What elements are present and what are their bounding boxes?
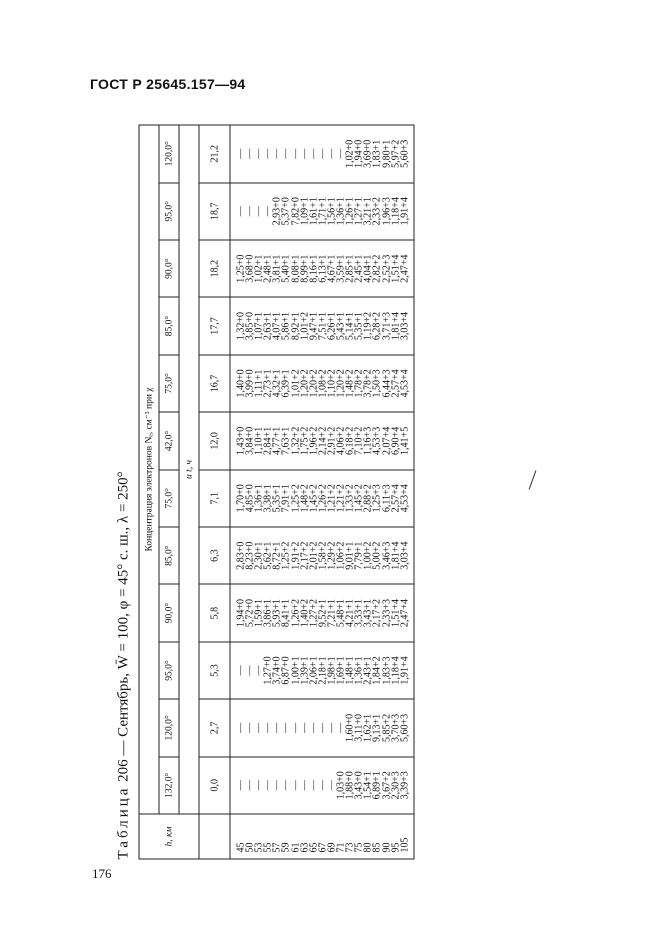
value-cell: —	[326, 722, 338, 733]
value-cell: 3,03+4	[399, 311, 411, 341]
value-cell: 3,69+0	[362, 139, 374, 168]
value-cell: 8,99+1	[299, 254, 311, 283]
value-cell: 1,51+4	[390, 254, 402, 283]
value-cell: 1,50+3	[371, 369, 383, 398]
value-column	[230, 642, 414, 699]
value-cell: 1,48+2	[344, 369, 356, 398]
value-cell: 2,52+3	[381, 254, 392, 283]
time-cell: 18,2	[199, 240, 230, 297]
value-cell: 4,85+0	[244, 484, 256, 513]
value-cell: 7,79+1	[353, 541, 365, 570]
height-value: 85	[371, 842, 383, 853]
height-value: 50	[244, 842, 256, 853]
value-cell: 8,92+1	[290, 311, 302, 341]
value-cell: 1,43+0	[235, 426, 247, 455]
value-cell: 2,47+4	[399, 254, 411, 283]
value-cell: 4,21+1	[344, 599, 356, 628]
chi-cell: 95,0°	[159, 642, 179, 699]
height-value: 75	[353, 842, 365, 853]
data-table	[139, 125, 415, 860]
time-cell: 7,1	[199, 470, 230, 527]
value-cell: 1,01+2	[290, 369, 302, 398]
value-cell: 5,00+2	[371, 541, 383, 570]
height-value: 80	[362, 842, 374, 853]
value-cell: 6,44+3	[381, 369, 392, 398]
value-cell: 2,33+2	[371, 197, 383, 226]
value-cell: —	[244, 206, 256, 217]
value-cell: 1,81+4	[390, 541, 402, 570]
value-cell: 4,07+1	[271, 311, 283, 341]
value-cell: —	[271, 780, 283, 791]
value-cell: 2,30+1	[253, 541, 265, 570]
value-cell: 5,93+1	[271, 599, 283, 628]
value-column	[230, 412, 414, 469]
value-cell: —	[244, 665, 256, 676]
value-cell: 1,39+1	[299, 656, 311, 685]
time-cell: 18,7	[199, 183, 230, 240]
value-cell: 2,48+1	[262, 254, 274, 283]
value-cell: —	[308, 780, 320, 791]
value-cell: —	[262, 722, 274, 733]
value-cell: 8,41+1	[280, 599, 292, 628]
value-cell: —	[280, 148, 292, 159]
value-cell: —	[280, 722, 292, 733]
value-cell: —	[235, 722, 247, 733]
time-cell: 21,2	[199, 125, 230, 183]
value-cell: —	[262, 148, 274, 159]
value-cell: 2,17+2	[299, 541, 311, 570]
height-value: 53	[253, 842, 265, 853]
value-cell: 1,00+1	[290, 656, 302, 685]
value-cell: 3,67+2	[381, 771, 392, 800]
value-cell: 1,25+3	[371, 484, 383, 513]
value-cell: 4,06+2	[335, 426, 347, 455]
value-cell: 1,25+0	[235, 254, 247, 283]
height-value: 71	[335, 842, 347, 853]
data-row	[230, 125, 414, 859]
value-cell: 1,20+2	[299, 369, 311, 398]
value-cell: —	[290, 148, 302, 159]
value-cell: 3,11+0	[353, 714, 365, 742]
value-cell: 9,52+1	[317, 599, 329, 628]
value-cell: 1,59+1	[253, 599, 265, 628]
value-cell: 1,33+2	[344, 484, 356, 513]
value-cell: 2,73+1	[262, 369, 274, 398]
value-cell: 3,74+0	[271, 656, 283, 685]
value-cell: 2,33+3	[381, 599, 392, 628]
time-cell: 0,0	[199, 757, 230, 814]
value-cell: —	[299, 722, 311, 733]
value-cell: —	[299, 780, 311, 791]
value-cell: 1,94+0	[235, 599, 247, 628]
value-cell: 5,85+2	[381, 713, 392, 742]
value-cell: 9,13+1	[371, 713, 383, 742]
value-cell: 1,48+1	[344, 656, 356, 685]
value-cell: 2,43+1	[362, 656, 374, 685]
value-cell: 1,27+0	[262, 656, 274, 685]
value-cell: —	[262, 780, 274, 791]
value-cell: 5,60+3	[399, 713, 411, 742]
value-cell: 3,33+1	[353, 599, 365, 628]
value-cell: 3,38+1	[262, 484, 274, 513]
value-cell: —	[335, 148, 347, 159]
value-cell: 3,43+1	[362, 599, 374, 628]
value-cell: 1,40+2	[299, 599, 311, 628]
table-caption	[111, 125, 137, 860]
value-cell: —	[235, 148, 247, 159]
value-cell: 6,26+1	[326, 311, 338, 341]
value-cell: 1,32+0	[235, 311, 247, 341]
value-cell: 1,21+2	[335, 484, 347, 513]
chi-cell: 90,0°	[159, 584, 179, 641]
value-cell: 1,51+4	[390, 599, 402, 628]
value-cell: 4,53+4	[399, 484, 411, 513]
value-cell: —	[253, 148, 265, 159]
value-cell: 1,25+2	[280, 541, 292, 570]
value-cell: 6,18+2	[344, 426, 356, 455]
value-column	[230, 183, 414, 240]
value-cell: 1,27+2	[308, 599, 320, 628]
value-cell: 3,46+3	[381, 541, 392, 570]
value-cell: 1,56+1	[326, 197, 338, 226]
time-cell: 17,7	[199, 297, 230, 354]
time-cell: 16,7	[199, 355, 230, 412]
value-cell: 8,16+1	[308, 254, 320, 283]
time-cell: 5,8	[199, 584, 230, 641]
value-cell: 1,36+1	[253, 484, 265, 513]
value-cell: 1,26+2	[290, 599, 302, 628]
rotated-table-block	[111, 125, 531, 860]
value-cell: —	[326, 148, 338, 159]
value-cell: —	[308, 722, 320, 733]
value-cell: —	[235, 206, 247, 217]
value-cell: 5,72+0	[244, 599, 256, 628]
value-cell: 2,06+1	[308, 656, 320, 685]
value-cell: 1,96+2	[308, 426, 320, 455]
value-cell: 3,21+1	[362, 197, 374, 226]
value-cell: 1,78+2	[353, 369, 365, 398]
value-cell: —	[299, 148, 311, 159]
value-cell: 1,19+2	[362, 311, 374, 341]
value-cell: 5,35+1	[271, 484, 283, 513]
time-cell: 6,3	[199, 527, 230, 584]
value-cell: 8,72+1	[271, 541, 283, 570]
value-cell: 1,83+3	[381, 656, 392, 685]
value-cell: 5,40+1	[280, 254, 292, 283]
value-cell: —	[253, 722, 265, 733]
value-cell: 6,90+4	[390, 426, 402, 455]
height-value: 90	[381, 842, 392, 853]
value-cell: 1,07+1	[253, 311, 265, 341]
value-cell: 3,78+2	[362, 369, 374, 398]
value-cell: 4,32+1	[271, 369, 283, 398]
value-cell: 1,40+0	[235, 369, 247, 398]
height-header: h, км	[139, 814, 199, 859]
value-cell: —	[317, 148, 329, 159]
height-value: 45	[235, 842, 247, 853]
caption-prefix: Таблица	[115, 785, 132, 860]
value-cell: 4,04+1	[362, 254, 374, 283]
value-cell: 7,91+1	[280, 484, 292, 513]
value-cell: 2,63+1	[262, 311, 274, 341]
value-cell: —	[262, 206, 274, 217]
height-value: 95	[390, 842, 402, 853]
value-cell: 2,57+4	[390, 484, 402, 513]
value-cell: —	[290, 780, 302, 791]
value-cell: 2,91+2	[326, 426, 338, 455]
value-cell: 2,18+1	[317, 656, 329, 685]
value-cell: —	[244, 148, 256, 159]
time-row	[199, 125, 230, 859]
value-column	[230, 699, 414, 756]
value-cell: —	[326, 780, 338, 791]
value-cell: 2,57+4	[390, 369, 402, 398]
value-column	[230, 527, 414, 584]
value-cell: 2,85+1	[344, 254, 356, 283]
value-cell: 1,45+2	[308, 484, 320, 513]
value-cell: 7,21+1	[326, 599, 338, 628]
height-value: 59	[280, 842, 292, 853]
value-cell: 1,54+1	[362, 771, 374, 800]
value-cell: 1,10+2	[326, 369, 338, 398]
value-cell: 2,07+4	[381, 426, 392, 455]
value-cell: 1,91+4	[399, 197, 411, 226]
height-column	[230, 814, 414, 859]
height-value: 69	[326, 842, 338, 853]
value-cell: 1,91+2	[290, 541, 302, 570]
time-cell: 5,3	[199, 642, 230, 699]
value-column	[230, 297, 414, 354]
height-value: 73	[344, 842, 356, 853]
value-cell: 1,60+0	[344, 713, 356, 742]
value-cell: 2,88+2	[362, 484, 374, 513]
value-cell: —	[244, 780, 256, 791]
value-cell: 5,86+1	[280, 311, 292, 341]
chi-cell: 42,0°	[159, 412, 179, 469]
value-cell: —	[253, 780, 265, 791]
value-cell: 1,21+2	[326, 484, 338, 513]
value-cell: 1,41+5	[399, 426, 411, 455]
value-cell: 1,83+1	[371, 139, 383, 168]
value-column	[230, 240, 414, 297]
value-cell: 3,71+3	[381, 311, 392, 341]
value-cell: 3,39+3	[399, 771, 411, 800]
chi-cell: 120,0°	[159, 699, 179, 756]
time-header: и t, ч	[179, 125, 199, 814]
time-cell: 2,7	[199, 699, 230, 756]
value-cell: 1,75+2	[299, 426, 311, 455]
value-cell: 1,09+1	[299, 197, 311, 226]
value-cell: 6,11+3	[381, 484, 392, 513]
chi-cell: 85,0°	[159, 527, 179, 584]
value-cell: 1,71+1	[317, 197, 329, 226]
value-column	[230, 757, 414, 814]
chi-cell: 75,0°	[159, 470, 179, 527]
value-cell: 2,01+2	[308, 541, 320, 570]
height-value: 63	[299, 842, 311, 853]
value-cell: —	[280, 780, 292, 791]
page-number: 176	[92, 866, 112, 881]
value-cell: 3,81+1	[271, 254, 283, 283]
value-cell: 5,48+1	[335, 599, 347, 628]
value-cell: 3,84+0	[244, 426, 256, 455]
height-value: 67	[317, 842, 329, 853]
value-cell: 1,36+1	[353, 656, 365, 685]
value-column	[230, 355, 414, 412]
value-cell: 4,53+3	[371, 426, 383, 455]
value-cell: 7,10+2	[353, 426, 365, 455]
value-cell: 6,39+1	[280, 369, 292, 398]
value-cell: 1,61+1	[308, 197, 320, 226]
value-cell: 1,20+2	[335, 369, 347, 398]
value-cell: 4,77+1	[271, 426, 283, 455]
value-cell: 4,53+4	[399, 369, 411, 398]
value-cell: 1,84+2	[371, 656, 383, 685]
value-cell: —	[235, 780, 247, 791]
value-cell: 1,20+2	[308, 369, 320, 398]
time-cell: 12,0	[199, 412, 230, 469]
chi-cell: 90,0°	[159, 240, 179, 297]
caption-text: 206 — Сентябрь, W̄ = 100, φ = 45° с. ш., λ = 250°	[115, 471, 132, 782]
value-cell: 3,99+0	[244, 369, 256, 398]
value-cell: 9,47+1	[308, 311, 320, 341]
value-cell: —	[271, 722, 283, 733]
value-cell: 7,82+0	[290, 197, 302, 226]
value-cell: 1,94+0	[353, 139, 365, 168]
value-cell: 2,84+1	[262, 426, 274, 455]
value-cell: 2,93+0	[271, 197, 283, 226]
value-cell: 1,16+3	[362, 426, 374, 455]
height-value: 105	[399, 837, 411, 853]
value-cell: 1,98+1	[326, 656, 338, 685]
value-cell: 1,10+1	[253, 426, 265, 455]
value-cell: 8,23+0	[244, 541, 256, 570]
value-column	[230, 470, 414, 527]
value-cell: 3,86+1	[262, 599, 274, 628]
value-cell: 1,02+1	[253, 254, 265, 283]
value-cell: 2,82+2	[371, 254, 383, 283]
value-cell: —	[290, 722, 302, 733]
value-cell: 3,43+0	[353, 771, 365, 800]
value-cell: 3,85+0	[244, 311, 256, 341]
height-value: 57	[271, 842, 283, 853]
value-cell: 1,91+4	[399, 656, 411, 685]
chi-cell: 132,0°	[159, 757, 179, 814]
value-cell: 1,58+2	[317, 541, 329, 570]
value-cell: 1,18+4	[390, 197, 402, 226]
concentration-header: Концентрация электронов Nₑ, см⁻³ при χ	[139, 125, 159, 814]
value-cell: 1,18+4	[390, 656, 402, 685]
chi-cell: 95,0°	[159, 183, 179, 240]
value-cell: 1,81+4	[390, 311, 402, 341]
value-cell: 2,45+1	[353, 254, 365, 283]
value-cell: 2,83+0	[235, 541, 247, 570]
value-cell: 6,13+1	[317, 254, 329, 283]
value-cell: 1,70+0	[235, 484, 247, 513]
value-cell: 5,60+3	[399, 139, 411, 168]
value-cell: 1,02+0	[344, 139, 356, 168]
value-cell: 6,87+0	[280, 656, 292, 685]
value-cell: 1,26+2	[317, 484, 329, 513]
value-cell: 1,88+0	[344, 771, 356, 800]
value-cell: 7,51+1	[317, 311, 329, 341]
value-cell: —	[308, 148, 320, 159]
value-cell: 3,68+0	[244, 254, 256, 283]
value-cell: 3,59+1	[335, 254, 347, 283]
value-cell: 1,96+3	[381, 197, 392, 226]
value-cell: 1,08+2	[317, 369, 329, 398]
value-cell: 5,37+0	[280, 197, 292, 226]
value-column	[230, 125, 414, 183]
value-cell: 1,11+1	[253, 369, 265, 398]
value-cell: 1,06+2	[335, 541, 347, 570]
value-cell: 1,36+1	[335, 197, 347, 226]
chi-row	[159, 125, 179, 859]
height-value: 65	[308, 842, 320, 853]
value-cell: 2,30+3	[390, 771, 402, 800]
height-value: 61	[290, 842, 302, 853]
value-cell: 4,67+1	[326, 254, 338, 283]
value-cell: 5,97+2	[390, 139, 402, 168]
value-cell: —	[235, 665, 247, 676]
value-cell: 6,28+2	[371, 311, 383, 341]
value-cell: 1,03+0	[335, 771, 347, 800]
value-cell: —	[253, 665, 265, 676]
value-cell: 5,35+1	[353, 311, 365, 341]
value-cell: —	[271, 148, 283, 159]
value-cell: 9,80+1	[381, 139, 392, 168]
value-cell: 7,63+1	[280, 426, 292, 455]
value-cell: 1,26+1	[344, 197, 356, 226]
value-cell: —	[317, 722, 329, 733]
value-column	[230, 584, 414, 641]
value-cell: —	[253, 206, 265, 217]
value-cell: 1,32+2	[290, 426, 302, 455]
value-cell: 1,27+1	[353, 197, 365, 226]
document-header: ГОСТ Р 25645.157—94	[90, 76, 246, 92]
value-cell: 1,00+2	[362, 541, 374, 570]
value-cell: 2,17+2	[371, 599, 383, 628]
value-cell: 5,14+1	[344, 311, 356, 341]
chi-cell: 85,0°	[159, 297, 179, 354]
value-cell: 1,25+2	[290, 484, 302, 513]
value-cell: —	[317, 780, 329, 791]
value-cell: 8,08+1	[290, 254, 302, 283]
value-cell: 5,62+1	[262, 541, 274, 570]
chi-cell: 120,0°	[159, 125, 179, 183]
value-cell: 5,43+1	[335, 311, 347, 341]
value-cell: —	[335, 722, 347, 733]
value-cell: —	[244, 722, 256, 733]
value-cell: 1,69+1	[335, 656, 347, 685]
value-cell: 2,47+4	[399, 599, 411, 628]
value-cell: 1,01+2	[299, 311, 311, 341]
value-cell: 3,70+3	[390, 713, 402, 742]
value-cell: 1,48+2	[299, 484, 311, 513]
value-cell: 1,62+1	[362, 713, 374, 742]
value-cell: 1,29+2	[326, 541, 338, 570]
value-cell: 1,45+2	[353, 484, 365, 513]
value-cell: 3,03+4	[399, 541, 411, 570]
value-cell: 9,01+1	[344, 541, 356, 570]
height-value: 55	[262, 842, 274, 853]
value-cell: 6,89+1	[371, 771, 383, 800]
value-cell: 2,14+2	[317, 426, 329, 455]
chi-cell: 75,0°	[159, 355, 179, 412]
